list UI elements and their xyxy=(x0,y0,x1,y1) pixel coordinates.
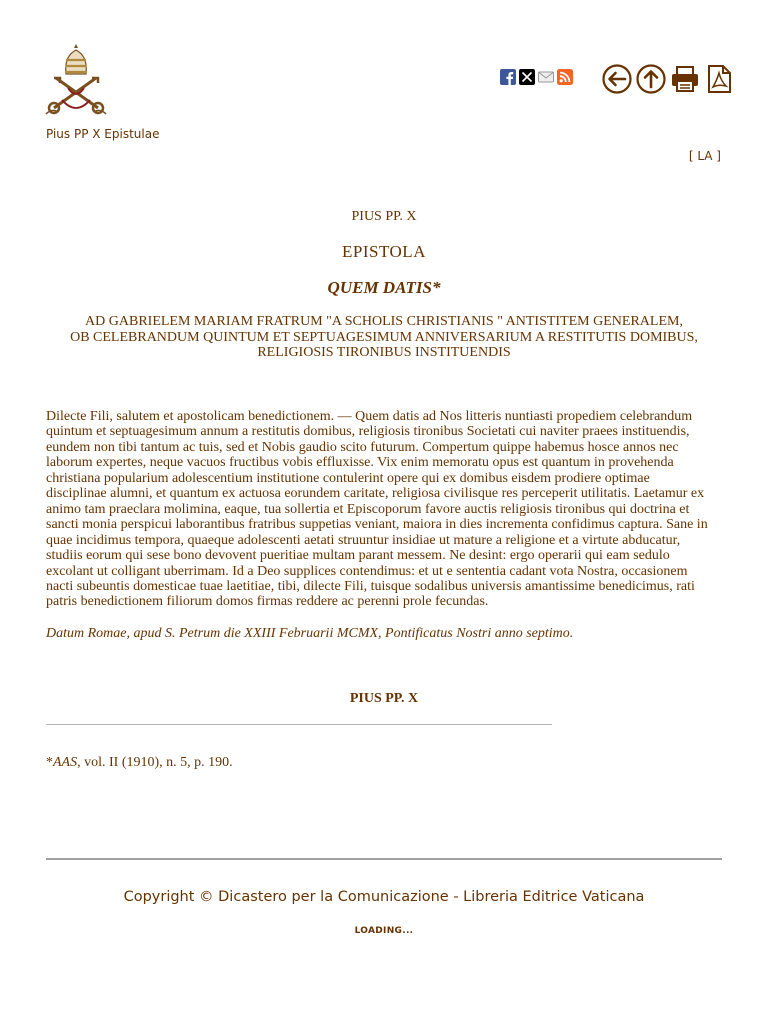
body-line: eundem non tibi tantum ac tuis, sed et Nobis gaudio scito futurum. Compertum quippe habemus hosce annos nec xyxy=(46,439,679,455)
letter-dating: Datum Romae, apud S. Petrum die XXIII Februarii MCMX, Pontificatus Nostri anno septimo. xyxy=(46,626,574,641)
document-title: QUEM DATIS* xyxy=(327,278,441,297)
social-share-bar xyxy=(500,69,573,85)
x-twitter-icon[interactable] xyxy=(519,69,535,85)
footnote xyxy=(46,755,233,771)
footnote-mark: * xyxy=(46,755,53,770)
document-type: EPISTOLA xyxy=(342,242,426,261)
up-arrow-icon[interactable] xyxy=(636,64,666,94)
footnote-source: AAS xyxy=(53,755,78,770)
document-addressee xyxy=(0,314,768,361)
body-line: studiis eorum qui sese bono devovent pueritiae multam parant messem. Ne desint: ergo operarii qui eam sedulo xyxy=(46,548,670,564)
page-tools-bar xyxy=(602,64,734,94)
body-line: Dilecte Fili, salutem et apostolicam benedictionem. — Quem datis ad Nos litteris nuntiasti propediem celebrandum xyxy=(46,409,693,424)
body-line: disciplinae alumni, et quantum ex actuosa eorundem caritate, religiosa civilisque res perceperit utilitatis. Laetamur ex xyxy=(46,486,705,502)
body-line: quintum et septuagesimum annum a restitutis domibus, religiosis tironibus Societati cui naviter praees instituendis, xyxy=(46,424,690,440)
body-line: animo tam praeclara molimina, eaque, tua sollertia et Episcoporum favore auctis religiosis tironibus qui doctrina et xyxy=(46,501,690,517)
addressee-line: AD GABRIELEM MARIAM FRATRUM "A SCHOLIS CHRISTIANIS " ANTISTITEM GENERALEM, xyxy=(85,314,683,329)
language-link-la[interactable]: [ LA ] xyxy=(688,149,721,163)
body-line: quae incidimus tempora, quaeque adolescenti aetati struuntur insidiae ut mature a religione et a virtute abducatur, xyxy=(46,532,681,548)
body-line: christiana popularium adolescentium institutione contulerint opere qui ex domibus eisdem prodiere optimae xyxy=(46,470,650,486)
copyright-notice: Copyright © Dicastero per la Comunicazione - Libreria Editrice Vaticana xyxy=(123,889,645,905)
letter-body xyxy=(46,409,720,610)
addressee-line: OB CELEBRANDUM QUINTUM ET SEPTUAGESIMUM ANNIVERSARIUM A RESTITUTIS DOMIBUS, xyxy=(70,329,698,345)
facebook-icon[interactable] xyxy=(500,69,516,85)
letter-signature: PIUS PP. X xyxy=(349,691,419,706)
body-line: sancti monia perspicui laborantibus fratribus suppetias veniant, maiora in dies incrementa confidimus captura. Sane in xyxy=(46,517,708,533)
body-line: laborum expertes, neque vacuos fructibus vobis effluxisse. Vix enim memoratu opus est quantum in provehenda xyxy=(46,455,674,471)
rss-icon[interactable] xyxy=(557,69,573,85)
print-icon[interactable] xyxy=(670,64,700,94)
email-icon[interactable] xyxy=(538,69,554,85)
crossed-keys-tiara-icon xyxy=(44,42,108,118)
language-selector xyxy=(689,149,721,163)
addressee-line: RELIGIOSIS TIRONIBUS INSTITUENDIS xyxy=(257,345,511,360)
footnote-divider xyxy=(46,724,552,725)
footer-divider xyxy=(46,858,722,860)
breadcrumb-link[interactable]: Pius PP X Epistulae xyxy=(46,127,160,141)
pdf-icon[interactable] xyxy=(704,64,734,94)
body-line: excolant ut colligant uberrimam. Id a Deo supplices contendimus: et ut e sententia cadant vota Nostra, occasionem xyxy=(46,563,688,579)
loading-indicator: LOADING... xyxy=(354,926,414,936)
back-arrow-icon[interactable] xyxy=(602,64,632,94)
papal-crest-logo[interactable] xyxy=(44,42,108,118)
body-line: patris benedictionem filiorum domos firmas reddere ac perenni prole fecundas. xyxy=(46,594,489,610)
footnote-citation: , vol. II (1910), n. 5, p. 190. xyxy=(77,755,233,770)
body-line: nacti subeuntis domesticae tuae laetitiae, tibi, dilecte Fili, tuisque sodalibus universis amantissime benedicimus, rati xyxy=(46,578,695,594)
document-author: PIUS PP. X xyxy=(351,209,417,224)
